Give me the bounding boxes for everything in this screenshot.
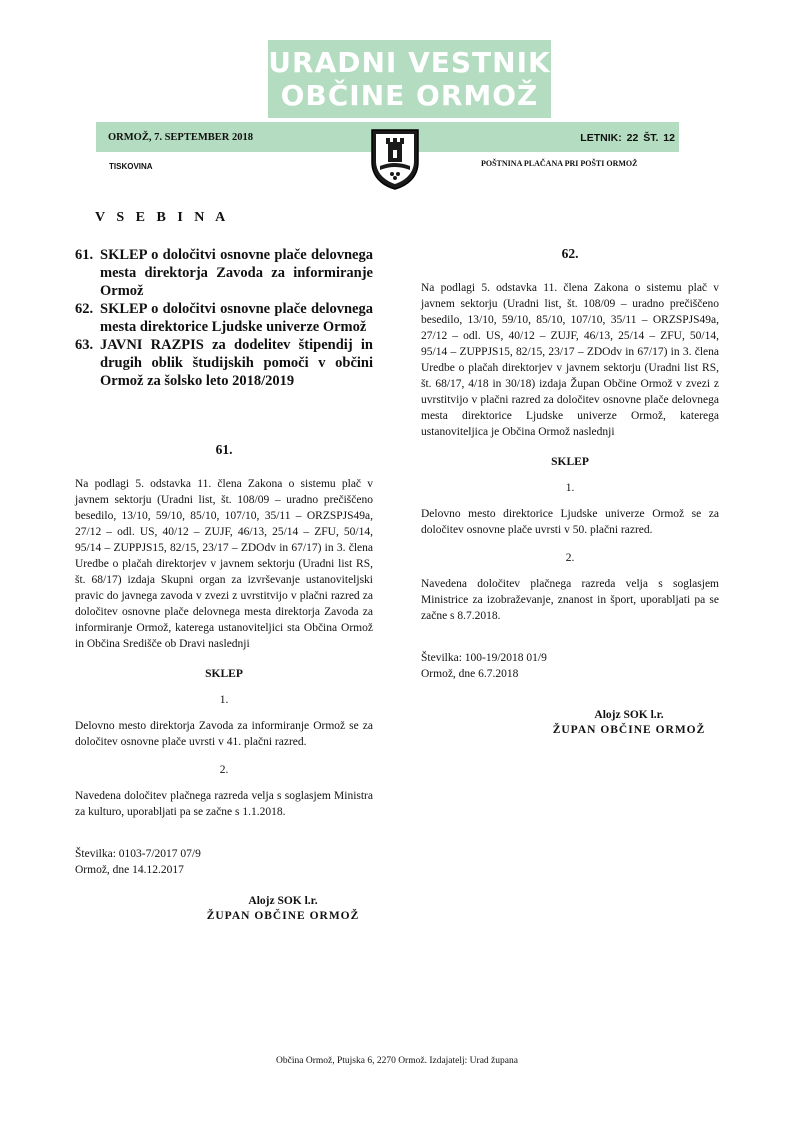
article-62-office: ŽUPAN OBČINE ORMOŽ	[552, 724, 706, 736]
issue-volume-number: LETNIK: 22 ŠT. 12	[580, 132, 675, 144]
masthead	[268, 40, 551, 118]
article-62-para1-number: 1.	[565, 482, 575, 494]
article-62-para1: Delovno mesto direktorice Ljudske univerze Ormož se za določitev osnovne plače uvrsti v 50. plačni razred.	[421, 508, 719, 536]
article-61-title: 61.	[215, 442, 233, 457]
article-61-para1-number: 1.	[219, 694, 229, 706]
toc-item-number: 62.	[75, 301, 94, 317]
article-61-number: Številka: 0103-7/2017 07/9	[75, 848, 201, 860]
toc-item	[75, 300, 373, 336]
article-61-para2: Navedena določitev plačnega razreda velja s soglasjem Ministra za kulturo, uporabljati pa se začne s 1.1.2018.	[75, 790, 373, 818]
article-62	[421, 246, 719, 738]
article-62-number: Številka: 100-19/2018 01/9	[421, 652, 547, 664]
toc-item-number: 61.	[75, 247, 94, 263]
article-61-signature	[75, 894, 373, 924]
toc-item	[75, 246, 373, 300]
postage-note: POŠTNINA PLAČANA PRI POŠTI ORMOŽ	[481, 159, 638, 168]
toc-item-title: JAVNI RAZPIS za dodelitev štipendij in drugih oblik študijskih pomoči v občini Ormož za šolsko leto 2018/2019	[100, 337, 373, 389]
article-61-intro: Na podlagi 5. odstavka 11. člena Zakona o sistemu plač v javnem sektorju (Uradni list, št. 108/09 – uradno prečiščeno besedilo, 13/10, 59/10, 85/10, 107/10, 35/11 – ORZSPJS49a, 27/12 – odl. US, 40/12 – ZUJF, 46/13, 25/14 – ZFU, 50/14, 95/14 – ZUPPJS15, 82/15, 23/17 – ZDOdv in 67/17) in 3. člena Uredbe o plačah direktorjev v javnem sektorju (Uradni list RS, št. 68/17) izdaja Skupni organ za izvrševanje ustanoviteljski pravic do javnega zavoda v zvezi z uvrstitvijo v plačni razred za določitev osnovne plače delovnega mesta direktorja Zavoda za informiranje Ormož, katerega ustanoviteljici sta Občina Ormož in Občina Središče ob Dravi naslednji	[75, 478, 373, 650]
article-61	[75, 442, 373, 924]
article-62-date: Ormož, dne 6.7.2018	[421, 668, 519, 680]
article-62-para2: Navedena določitev plačnega razreda velja s soglasjem Ministrice za izobraževanje, znanost in šport, uporabljati pa se začne s 8.7.2018.	[421, 578, 719, 622]
issue-date: ORMOŽ, 7. SEPTEMBER 2018	[108, 132, 253, 143]
article-62-signer: Alojz SOK l.r.	[594, 709, 664, 721]
print-label: TISKOVINA	[109, 162, 153, 171]
article-61-office: ŽUPAN OBČINE ORMOŽ	[206, 910, 360, 922]
toc-item-title: SKLEP o določitvi osnovne plače delovnega mesta direktorja Zavoda za informiranje Ormož	[100, 247, 373, 299]
page-footer: Občina Ormož, Ptujska 6, 2270 Ormož. Izdajatelj: Urad župana	[276, 1056, 518, 1066]
article-61-para2-number: 2.	[219, 764, 229, 776]
article-62-para2-number: 2.	[565, 552, 575, 564]
masthead-title-line2: OBČINE ORMOŽ	[280, 79, 539, 112]
article-61-date: Ormož, dne 14.12.2017	[75, 864, 184, 876]
table-of-contents	[75, 246, 373, 390]
article-61-para1: Delovno mesto direktorja Zavoda za informiranje Ormož se za določitev osnovne plače uvrsti v 41. plačni razred.	[75, 720, 373, 748]
article-62-signature	[421, 708, 719, 738]
coat-of-arms-icon	[370, 128, 420, 190]
toc-item-title: SKLEP o določitvi osnovne plače delovnega mesta direktorice Ljudske univerze Ormož	[100, 301, 373, 335]
toc-item-number: 63.	[75, 337, 94, 353]
contents-heading: V S E B I N A	[95, 210, 230, 225]
masthead-title-line1: URADNI VESTNIK	[268, 46, 551, 79]
article-62-title: 62.	[561, 246, 579, 261]
toc-item	[75, 336, 373, 390]
article-61-decision-heading: SKLEP	[205, 668, 243, 680]
article-61-signer: Alojz SOK l.r.	[248, 895, 318, 907]
article-62-decision-heading: SKLEP	[551, 456, 589, 468]
article-62-intro: Na podlagi 5. odstavka 11. člena Zakona o sistemu plač v javnem sektorju (Uradni list, št. 108/09 – uradno prečiščeno besedilo, 13/10, 59/10, 85/10, 107/10, 35/11 – ORZSPJS49a, 27/12 – odl. US, 40/12 – ZUJF, 46/13, 25/14 – ZFU, 50/14, 95/14 – ZUPPJS15, 82/15, 23/17 – ZDOdv in 67/17) in 3. člena Uredbe o plačah direktorjev v javnem sektorju (Uradni list RS, št. 68/17, 4/18 in 30/18) izdaja Župan Občine Ormož v zvezi z uvrstitvijo v plačni razred za določitev osnovne plače delovnega mesta direktorice Ljudske univerze Ormož, katerega ustanoviteljica je Občina Ormož naslednji	[421, 282, 719, 438]
